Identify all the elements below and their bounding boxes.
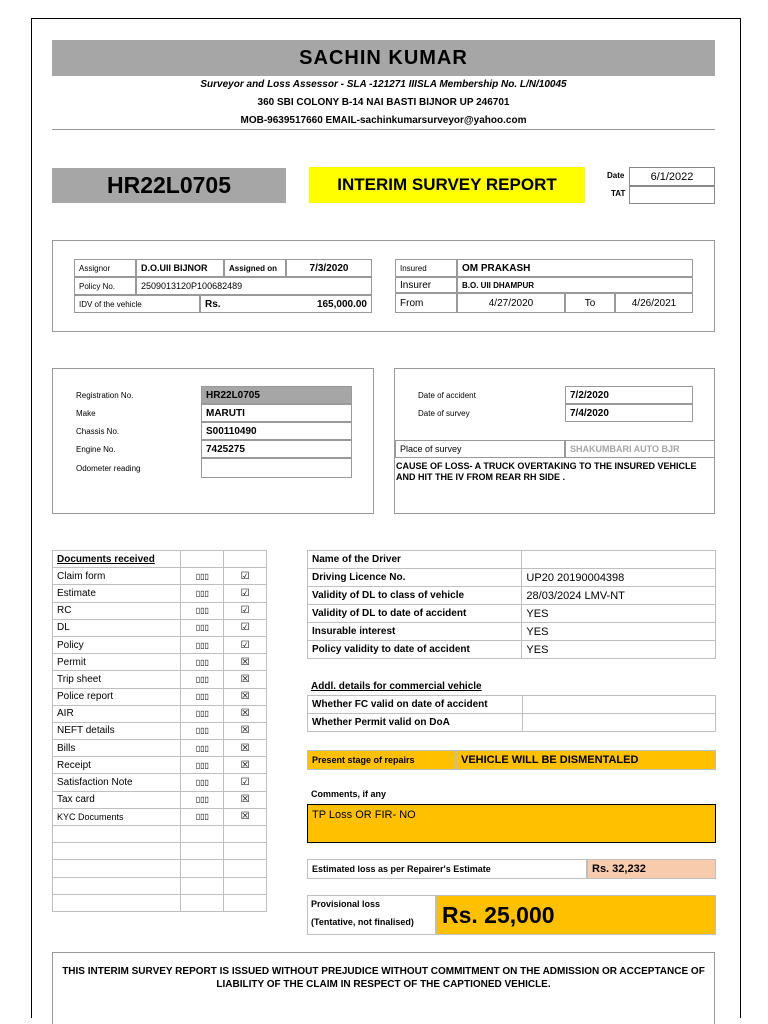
detail-row	[308, 641, 716, 659]
report-title: INTERIM SURVEY REPORT	[309, 167, 585, 203]
document-placeholder-icon: ▯▯▯	[181, 654, 224, 671]
provisional-sublabel: (Tentative, not finalised)	[311, 917, 414, 927]
comments-label: Comments, if any	[311, 789, 387, 799]
cause-of-loss: CAUSE OF LOSS- A TRUCK OVERTAKING TO THE INSURED VEHICLE AND HIT THE IV FROM REAR RH SIDE .	[396, 461, 697, 482]
policy-label: Policy No.	[74, 277, 136, 295]
chassis-value: S00110490	[201, 422, 352, 440]
document-label: DL	[53, 619, 181, 636]
detail-row	[308, 696, 716, 714]
document-label	[53, 860, 181, 877]
document-placeholder-icon	[181, 860, 224, 877]
engine-value: 7425275	[201, 440, 352, 458]
empty-cell	[224, 551, 267, 568]
from-label: From	[395, 293, 457, 313]
document-placeholder-icon: ▯▯▯	[181, 585, 224, 602]
detail-value: UP20 20190004398	[522, 569, 716, 587]
detail-value: YES	[522, 605, 716, 623]
document-placeholder-icon: ▯▯▯	[181, 636, 224, 653]
assignor-label: Assignor	[74, 259, 136, 277]
document-label: Trip sheet	[53, 671, 181, 688]
document-label: Police report	[53, 688, 181, 705]
assigned-on-value: 7/3/2020	[286, 259, 372, 277]
surveyor-address: 360 SBI COLONY B-14 NAI BASTI BIJNOR UP 246701	[257, 97, 510, 108]
idv-value: 165,000.00	[306, 295, 372, 313]
document-row	[53, 654, 267, 671]
tat-value	[629, 186, 715, 204]
detail-value	[522, 551, 716, 569]
document-label: Permit	[53, 654, 181, 671]
from-date: 4/27/2020	[457, 293, 565, 313]
document-placeholder-icon	[181, 551, 224, 568]
surveyor-name: SACHIN KUMAR	[52, 40, 715, 76]
comments-value: TP Loss OR FIR- NO	[307, 804, 716, 843]
place-value: SHAKUMBARI AUTO BJR	[565, 440, 715, 458]
report-date: 6/1/2022	[629, 167, 715, 186]
surveyor-credentials: Surveyor and Loss Assessor - SLA -121271 IIISLA Membership No. L/N/10045	[200, 79, 567, 90]
document-row	[53, 671, 267, 688]
document-placeholder-icon	[181, 843, 224, 860]
engine-label: Engine No.	[76, 444, 116, 454]
repair-stage-value: VEHICLE WILL BE DISMENTALED	[456, 750, 716, 770]
detail-value	[522, 714, 715, 732]
empty-cell	[224, 826, 267, 843]
checked-box-icon: ☑	[224, 619, 267, 636]
detail-label: Validity of DL to date of accident	[308, 605, 522, 623]
tat-label: TAT	[611, 189, 626, 198]
empty-cell	[224, 877, 267, 894]
crossed-box-icon: ☒	[224, 722, 267, 739]
document-row	[53, 826, 267, 843]
estimate-label: Estimated loss as per Repairer's Estimate	[307, 859, 587, 879]
document-placeholder-icon: ▯▯▯	[181, 722, 224, 739]
assigned-on-label: Assigned on	[224, 259, 286, 277]
detail-label: Name of the Driver	[308, 551, 522, 569]
document-label: KYC Documents	[53, 808, 181, 825]
document-row	[53, 757, 267, 774]
detail-label: Validity of DL to class of vehicle	[308, 587, 522, 605]
insurer-label: Insurer	[395, 277, 457, 293]
checked-box-icon: ☑	[224, 636, 267, 653]
odometer-label: Odometer reading	[76, 463, 141, 473]
document-label: Receipt	[53, 757, 181, 774]
registration-value: HR22L0705	[201, 386, 352, 404]
document-row	[53, 722, 267, 739]
driver-table	[307, 550, 716, 659]
document-label: Claim form	[53, 568, 181, 585]
empty-cell	[224, 843, 267, 860]
provisional-loss-value: Rs. 25,000	[436, 895, 716, 935]
document-row	[53, 585, 267, 602]
detail-label: Policy validity to date of accident	[308, 641, 522, 659]
document-placeholder-icon: ▯▯▯	[181, 602, 224, 619]
document-row	[53, 894, 267, 911]
document-placeholder-icon: ▯▯▯	[181, 740, 224, 757]
commercial-table	[307, 695, 716, 732]
detail-label: Whether Permit valid on DoA	[308, 714, 523, 732]
document-label: Policy	[53, 636, 181, 653]
to-label: To	[565, 293, 615, 313]
policy-value: 2509013120P100682489	[136, 277, 372, 295]
documents-table	[52, 550, 267, 912]
estimate-value: Rs. 32,232	[587, 859, 716, 879]
crossed-box-icon: ☒	[224, 654, 267, 671]
document-label: Bills	[53, 740, 181, 757]
empty-cell	[224, 894, 267, 911]
document-label	[53, 894, 181, 911]
checked-box-icon: ☑	[224, 585, 267, 602]
header-divider	[52, 129, 715, 130]
survey-date-label: Date of survey	[418, 408, 470, 418]
document-label: Tax card	[53, 791, 181, 808]
repair-stage-label: Present stage of repairs	[307, 750, 456, 770]
insurer-value: B.O. UII DHAMPUR	[457, 277, 693, 293]
document-placeholder-icon: ▯▯▯	[181, 774, 224, 791]
detail-row	[308, 551, 716, 569]
document-placeholder-icon: ▯▯▯	[181, 688, 224, 705]
detail-label: Whether FC valid on date of accident	[308, 696, 523, 714]
document-label: AIR	[53, 705, 181, 722]
document-label	[53, 826, 181, 843]
document-label: Estimate	[53, 585, 181, 602]
document-label	[53, 843, 181, 860]
date-label: Date	[607, 171, 625, 180]
document-row	[53, 860, 267, 877]
place-label: Place of survey	[395, 440, 565, 458]
detail-label: Insurable interest	[308, 623, 522, 641]
documents-heading: Documents received	[53, 551, 181, 568]
checked-box-icon: ☑	[224, 568, 267, 585]
checked-box-icon: ☑	[224, 774, 267, 791]
document-placeholder-icon	[181, 826, 224, 843]
document-row	[53, 636, 267, 653]
to-date: 4/26/2021	[615, 293, 693, 313]
detail-row	[308, 587, 716, 605]
checked-box-icon: ☑	[224, 602, 267, 619]
provisional-label: Provisional loss	[311, 899, 381, 909]
detail-row	[308, 714, 716, 732]
detail-row	[308, 569, 716, 587]
document-row	[53, 808, 267, 825]
document-placeholder-icon: ▯▯▯	[181, 671, 224, 688]
surveyor-contact: MOB-9639517660 EMAIL-sachinkumarsurveyor@yahoo.com	[240, 115, 527, 126]
document-row	[53, 568, 267, 585]
assignor-value: D.O.UII BIJNOR	[136, 259, 224, 277]
insured-label: Insured	[395, 259, 457, 277]
document-placeholder-icon: ▯▯▯	[181, 808, 224, 825]
document-label: NEFT details	[53, 722, 181, 739]
document-placeholder-icon	[181, 894, 224, 911]
document-row	[53, 843, 267, 860]
make-value: MARUTI	[201, 404, 352, 422]
detail-value: YES	[522, 641, 716, 659]
empty-cell	[224, 860, 267, 877]
crossed-box-icon: ☒	[224, 740, 267, 757]
document-placeholder-icon: ▯▯▯	[181, 705, 224, 722]
document-placeholder-icon: ▯▯▯	[181, 791, 224, 808]
crossed-box-icon: ☒	[224, 808, 267, 825]
detail-row	[308, 623, 716, 641]
document-row	[53, 602, 267, 619]
accident-date-label: Date of accident	[418, 390, 476, 400]
registration-label: Registration No.	[76, 390, 134, 400]
registration-banner: HR22L0705	[52, 168, 286, 203]
document-placeholder-icon: ▯▯▯	[181, 757, 224, 774]
disclaimer: THIS INTERIM SURVEY REPORT IS ISSUED WITHOUT PREJUDICE WITHOUT COMMITMENT ON THE ADMISSION OR ACCEPTANCE OF LIABILITY OF THE CLAIM IN RESPECT OF THE CAPTIONED VEHICLE.	[52, 952, 715, 1024]
detail-label: Driving Licence No.	[308, 569, 522, 587]
crossed-box-icon: ☒	[224, 757, 267, 774]
document-row	[53, 740, 267, 757]
document-placeholder-icon	[181, 877, 224, 894]
document-placeholder-icon: ▯▯▯	[181, 619, 224, 636]
document-row	[53, 688, 267, 705]
document-label: RC	[53, 602, 181, 619]
chassis-label: Chassis No.	[76, 426, 120, 436]
detail-value: YES	[522, 623, 716, 641]
document-row	[53, 877, 267, 894]
insured-value: OM PRAKASH	[457, 259, 693, 277]
document-row	[53, 705, 267, 722]
document-label: Satisfaction Note	[53, 774, 181, 791]
detail-value	[522, 696, 715, 714]
document-label	[53, 877, 181, 894]
document-row	[53, 791, 267, 808]
document-placeholder-icon: ▯▯▯	[181, 568, 224, 585]
detail-row	[308, 605, 716, 623]
crossed-box-icon: ☒	[224, 688, 267, 705]
survey-date-value: 7/4/2020	[565, 404, 693, 422]
idv-currency: Rs.	[200, 295, 306, 313]
odometer-value	[201, 458, 352, 478]
crossed-box-icon: ☒	[224, 791, 267, 808]
make-label: Make	[76, 408, 96, 418]
detail-value: 28/03/2024 LMV-NT	[522, 587, 716, 605]
crossed-box-icon: ☒	[224, 705, 267, 722]
commercial-heading: Addl. details for commercial vehicle	[311, 681, 482, 692]
document-row	[53, 774, 267, 791]
accident-date-value: 7/2/2020	[565, 386, 693, 404]
documents-heading-row	[53, 551, 267, 568]
idv-label: IDV of the vehicle	[74, 295, 200, 313]
document-row	[53, 619, 267, 636]
crossed-box-icon: ☒	[224, 671, 267, 688]
